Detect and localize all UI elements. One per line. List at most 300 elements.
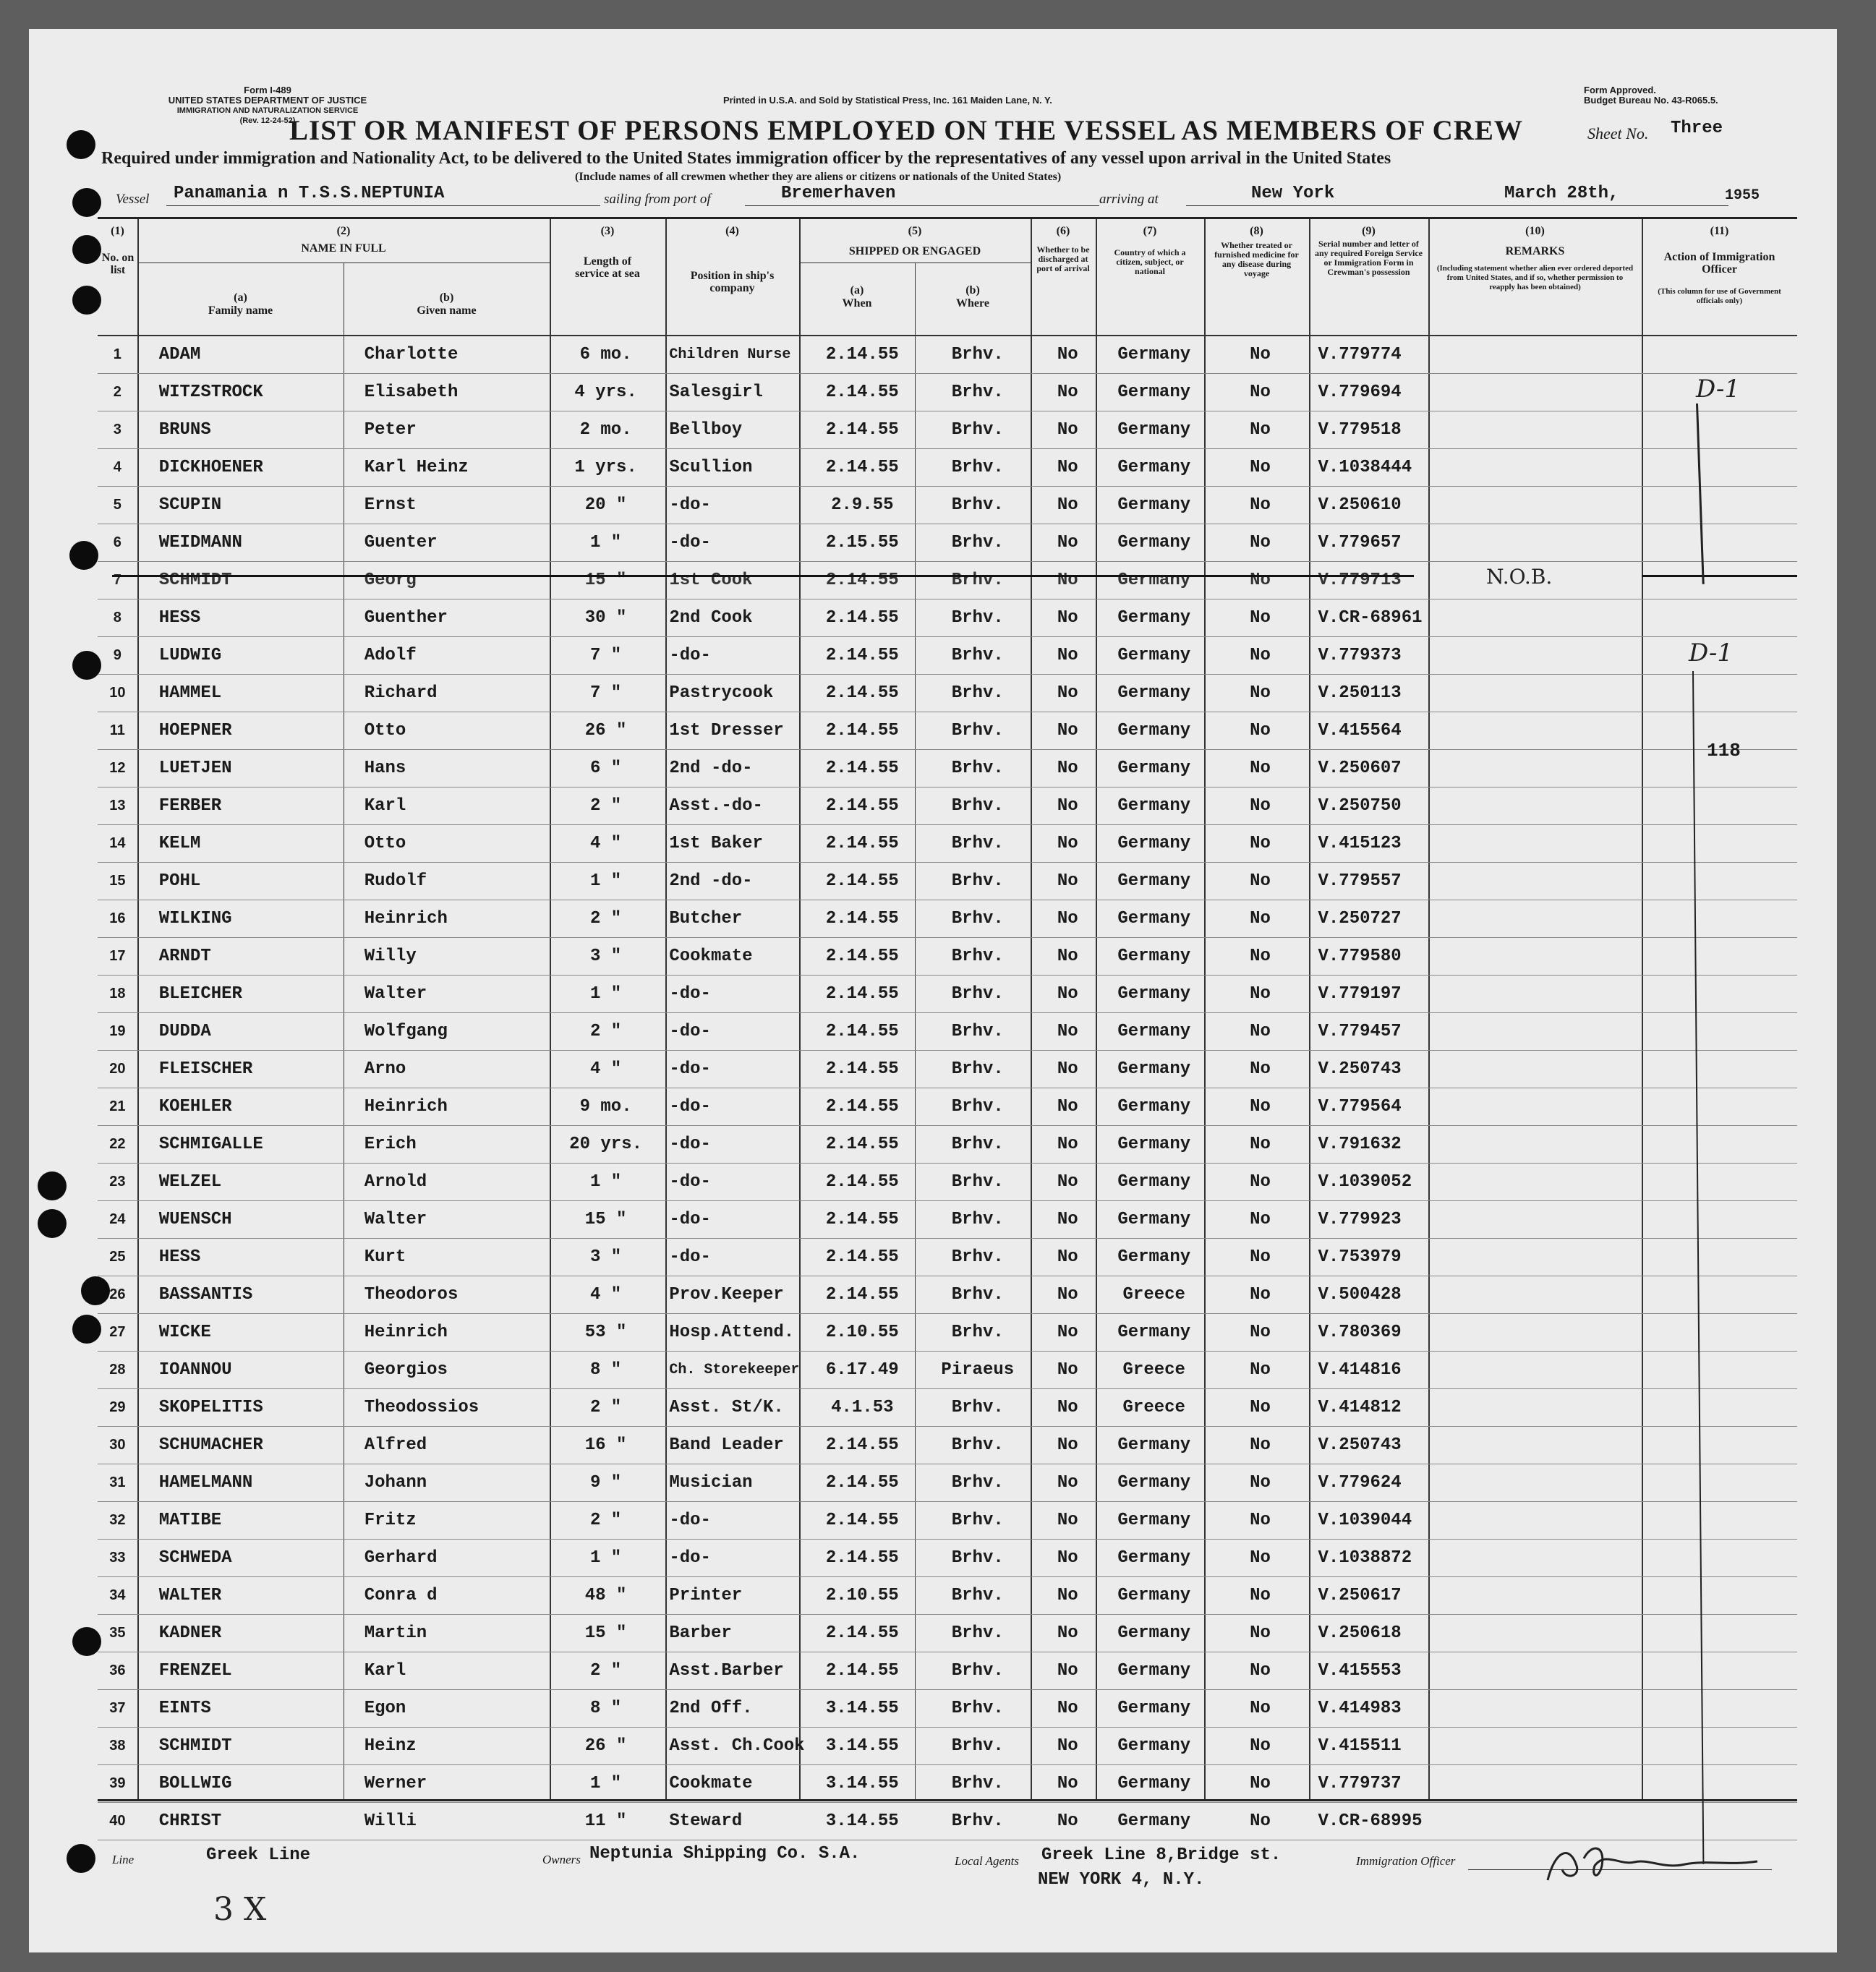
row-number-cell: 11 xyxy=(98,712,137,750)
length-of-service-cell: 53 " xyxy=(548,1314,663,1352)
shipped-where-cell: Brhv. xyxy=(920,787,1035,825)
crew-row xyxy=(98,1652,1797,1690)
shipped-where-cell: Brhv. xyxy=(920,1389,1035,1427)
shipped-where-cell: Brhv. xyxy=(920,599,1035,637)
discharged-cell: No xyxy=(1036,1427,1100,1464)
shipped-where-cell: Brhv. xyxy=(920,1239,1035,1276)
manifest-sheet xyxy=(29,29,1837,1952)
crew-row xyxy=(98,675,1797,712)
given-name-cell: Johann xyxy=(343,1464,548,1502)
action-cell xyxy=(1643,1013,1797,1051)
serial-number-cell: V.780369 xyxy=(1312,1314,1431,1352)
remarks-cell xyxy=(1431,863,1642,900)
length-of-service-cell: 7 " xyxy=(548,637,663,675)
country-cell: Germany xyxy=(1100,1239,1208,1276)
length-of-service-cell: 8 " xyxy=(548,1690,663,1728)
action-cell xyxy=(1643,336,1797,374)
action-cell xyxy=(1643,675,1797,712)
action-cell xyxy=(1643,1314,1797,1352)
discharged-cell: No xyxy=(1036,1201,1100,1239)
action-cell xyxy=(1643,1051,1797,1088)
family-name-cell: SCHMIDT xyxy=(137,562,343,599)
length-of-service-cell: 4 " xyxy=(548,1051,663,1088)
remarks-cell xyxy=(1431,1502,1642,1540)
discharged-cell: No xyxy=(1036,599,1100,637)
country-cell: Germany xyxy=(1100,562,1208,599)
country-cell: Germany xyxy=(1100,524,1208,562)
given-name-cell: Walter xyxy=(343,1201,548,1239)
shipped-where-cell: Brhv. xyxy=(920,1276,1035,1314)
given-name-cell: Ernst xyxy=(343,487,548,524)
discharged-cell: No xyxy=(1036,712,1100,750)
given-name-cell: Arno xyxy=(343,1051,548,1088)
crew-row xyxy=(98,1276,1797,1314)
service-name: IMMIGRATION AND NATURALIZATION SERVICE xyxy=(176,106,359,115)
crew-row xyxy=(98,1577,1797,1615)
given-name-cell: Peter xyxy=(343,411,548,449)
shipped-when-cell: 2.14.55 xyxy=(805,1126,920,1164)
given-name-cell: Heinrich xyxy=(343,1314,548,1352)
given-name-cell: Fritz xyxy=(343,1502,548,1540)
family-name-cell: HAMMEL xyxy=(137,675,343,712)
treated-cell: No xyxy=(1208,675,1313,712)
serial-number-cell: V.250610 xyxy=(1312,487,1431,524)
treated-cell: No xyxy=(1208,1803,1313,1840)
family-name-cell: DICKHOENER xyxy=(137,449,343,487)
country-cell: Germany xyxy=(1100,637,1208,675)
action-cell xyxy=(1643,1577,1797,1615)
shipped-where-cell: Brhv. xyxy=(920,825,1035,863)
action-cell xyxy=(1643,411,1797,449)
length-of-service-cell: 2 " xyxy=(548,1652,663,1690)
shipped-when-cell: 2.14.55 xyxy=(805,1652,920,1690)
position-cell: Hosp.Attend. xyxy=(663,1314,804,1352)
shipped-when-cell: 2.10.55 xyxy=(805,1577,920,1615)
shipped-where-cell: Brhv. xyxy=(920,750,1035,787)
crew-row xyxy=(98,1389,1797,1427)
action-cell xyxy=(1643,1615,1797,1652)
given-name-cell: Karl Heinz xyxy=(343,449,548,487)
crew-row xyxy=(98,750,1797,787)
position-cell: -do- xyxy=(663,1502,804,1540)
sailing-from-label: sailing from port of xyxy=(604,192,711,207)
country-cell: Germany xyxy=(1100,1502,1208,1540)
serial-number-cell: V.414812 xyxy=(1312,1389,1431,1427)
family-name-cell: LUDWIG xyxy=(137,637,343,675)
row-number-cell: 27 xyxy=(98,1314,137,1352)
shipped-where-cell: Brhv. xyxy=(920,1803,1035,1840)
shipped-where-cell: Brhv. xyxy=(920,336,1035,374)
treated-cell: No xyxy=(1208,1239,1313,1276)
given-name-cell: Otto xyxy=(343,712,548,750)
country-cell: Greece xyxy=(1100,1276,1208,1314)
row-number-cell: 18 xyxy=(98,976,137,1013)
length-of-service-cell: 2 " xyxy=(548,900,663,938)
treated-cell: No xyxy=(1208,411,1313,449)
shipped-where-cell: Brhv. xyxy=(920,411,1035,449)
serial-number-cell: V.779694 xyxy=(1312,374,1431,411)
shipped-when-cell: 2.14.55 xyxy=(805,449,920,487)
owners-label: Owners xyxy=(542,1853,581,1866)
discharged-cell: No xyxy=(1036,1765,1100,1803)
family-name-cell: HESS xyxy=(137,599,343,637)
remarks-cell xyxy=(1431,1088,1642,1126)
position-cell: 2nd -do- xyxy=(663,750,804,787)
position-cell: Musician xyxy=(663,1464,804,1502)
row-number-cell: 38 xyxy=(98,1728,137,1765)
remarks-cell xyxy=(1431,1615,1642,1652)
col-header-no-on-list: No. on list xyxy=(101,252,135,276)
country-cell: Germany xyxy=(1100,1201,1208,1239)
action-cell xyxy=(1643,524,1797,562)
length-of-service-cell: 15 " xyxy=(548,1615,663,1652)
length-of-service-cell: 2 " xyxy=(548,1389,663,1427)
shipped-where-cell: Brhv. xyxy=(920,712,1035,750)
shipped-where-cell: Brhv. xyxy=(920,1652,1035,1690)
action-number-118: 118 xyxy=(1707,740,1741,761)
row-number-cell: 21 xyxy=(98,1088,137,1126)
discharged-cell: No xyxy=(1036,487,1100,524)
length-of-service-cell: 4 yrs. xyxy=(548,374,663,411)
given-name-cell: Conra d xyxy=(343,1577,548,1615)
crew-row xyxy=(98,637,1797,675)
punch-hole xyxy=(72,188,101,217)
length-of-service-cell: 1 " xyxy=(548,1765,663,1803)
vessel-label: Vessel xyxy=(116,192,150,207)
remarks-cell xyxy=(1431,750,1642,787)
crew-row xyxy=(98,411,1797,449)
length-of-service-cell: 1 " xyxy=(548,524,663,562)
country-cell: Germany xyxy=(1100,825,1208,863)
remarks-cell xyxy=(1431,374,1642,411)
action-cell xyxy=(1643,1765,1797,1803)
action-cell xyxy=(1643,1164,1797,1201)
treated-cell: No xyxy=(1208,1540,1313,1577)
country-cell: Germany xyxy=(1100,712,1208,750)
col-header-discharge-num: (6) xyxy=(1056,225,1070,237)
shipped-where-cell: Brhv. xyxy=(920,524,1035,562)
immigration-officer-label: Immigration Officer xyxy=(1356,1854,1456,1868)
position-cell: Ch. Storekeeper xyxy=(663,1352,804,1389)
form-approved: Form Approved. xyxy=(1584,85,1656,95)
serial-number-cell: V.779518 xyxy=(1312,411,1431,449)
remarks-cell xyxy=(1431,1239,1642,1276)
position-cell: Band Leader xyxy=(663,1427,804,1464)
treated-cell: No xyxy=(1208,1615,1313,1652)
discharged-cell: No xyxy=(1036,938,1100,976)
arriving-at-port: New York xyxy=(1251,184,1335,203)
treated-cell: No xyxy=(1208,1314,1313,1352)
col-header-family-letter: (a) xyxy=(234,291,247,304)
serial-number-cell: V.CR-68961 xyxy=(1312,599,1431,637)
crew-row xyxy=(98,524,1797,562)
position-cell: 2nd Off. xyxy=(663,1690,804,1728)
position-cell: Printer xyxy=(663,1577,804,1615)
length-of-service-cell: 4 " xyxy=(548,1276,663,1314)
col-header-action: Action of Immigration Officer xyxy=(1663,251,1775,276)
row-number-cell: 24 xyxy=(98,1201,137,1239)
action-cell xyxy=(1643,1352,1797,1389)
action-d1-top: D-1 xyxy=(1696,375,1741,404)
action-cell xyxy=(1643,787,1797,825)
family-name-cell: LUETJEN xyxy=(137,750,343,787)
shipped-when-cell: 2.14.55 xyxy=(805,411,920,449)
given-name-cell: Adolf xyxy=(343,637,548,675)
shipped-when-cell: 2.14.55 xyxy=(805,1464,920,1502)
punch-hole xyxy=(72,286,101,315)
action-cell xyxy=(1643,1239,1797,1276)
shipped-when-cell: 2.14.55 xyxy=(805,1540,920,1577)
shipped-when-cell: 2.14.55 xyxy=(805,374,920,411)
serial-number-cell: V.500428 xyxy=(1312,1276,1431,1314)
crew-row xyxy=(98,1088,1797,1126)
position-cell: 1st Baker xyxy=(663,825,804,863)
shipped-where-cell: Brhv. xyxy=(920,900,1035,938)
family-name-cell: POHL xyxy=(137,863,343,900)
shipped-when-cell: 2.14.55 xyxy=(805,1239,920,1276)
shipped-when-cell: 3.14.55 xyxy=(805,1690,920,1728)
position-cell: Asst.-do- xyxy=(663,787,804,825)
action-cell xyxy=(1643,900,1797,938)
shipped-when-cell: 2.14.55 xyxy=(805,562,920,599)
family-name-cell: SCHWEDA xyxy=(137,1540,343,1577)
length-of-service-cell: 9 mo. xyxy=(548,1088,663,1126)
serial-number-cell: V.779564 xyxy=(1312,1088,1431,1126)
given-name-cell: Willy xyxy=(343,938,548,976)
discharged-cell: No xyxy=(1036,1164,1100,1201)
sailing-from-port: Bremerhaven xyxy=(781,184,896,203)
country-cell: Germany xyxy=(1100,1652,1208,1690)
treated-cell: No xyxy=(1208,1126,1313,1164)
remarks-cell xyxy=(1431,1690,1642,1728)
shipped-where-cell: Brhv. xyxy=(920,374,1035,411)
shipped-when-cell: 2.14.55 xyxy=(805,1164,920,1201)
discharged-cell: No xyxy=(1036,411,1100,449)
shipped-when-cell: 2.14.55 xyxy=(805,1051,920,1088)
country-cell: Germany xyxy=(1100,411,1208,449)
shipped-when-cell: 2.14.55 xyxy=(805,336,920,374)
row-number-cell: 6 xyxy=(98,524,137,562)
given-name-cell: Arnold xyxy=(343,1164,548,1201)
remarks-cell xyxy=(1431,1276,1642,1314)
discharged-cell: No xyxy=(1036,562,1100,599)
remarks-cell xyxy=(1431,712,1642,750)
given-name-cell: Werner xyxy=(343,1765,548,1803)
length-of-service-cell: 2 mo. xyxy=(548,411,663,449)
row-number-cell: 31 xyxy=(98,1464,137,1502)
shipped-where-cell: Brhv. xyxy=(920,449,1035,487)
length-of-service-cell: 20 yrs. xyxy=(548,1126,663,1164)
given-name-cell: Heinrich xyxy=(343,1088,548,1126)
discharged-cell: No xyxy=(1036,976,1100,1013)
discharged-cell: No xyxy=(1036,675,1100,712)
position-cell: 1st Cook xyxy=(663,562,804,599)
remarks-cell xyxy=(1431,900,1642,938)
shipped-when-cell: 2.14.55 xyxy=(805,750,920,787)
position-cell: Cookmate xyxy=(663,1765,804,1803)
position-cell: -do- xyxy=(663,1239,804,1276)
treated-cell: No xyxy=(1208,1577,1313,1615)
shipped-where-cell: Brhv. xyxy=(920,1577,1035,1615)
crew-row xyxy=(98,1615,1797,1652)
crew-row xyxy=(98,712,1797,750)
treated-cell: No xyxy=(1208,374,1313,411)
family-name-cell: BOLLWIG xyxy=(137,1765,343,1803)
length-of-service-cell: 1 " xyxy=(548,863,663,900)
action-cell xyxy=(1643,976,1797,1013)
position-cell: -do- xyxy=(663,1540,804,1577)
country-cell: Germany xyxy=(1100,599,1208,637)
manifest-table xyxy=(98,217,1797,1831)
col-header-treated: Whether treated or furnished medicine for any disease during voyage xyxy=(1214,240,1299,278)
action-cell xyxy=(1643,863,1797,900)
vessel-name: Panamania n T.S.S.NEPTUNIA xyxy=(174,184,445,203)
family-name-cell: FLEISCHER xyxy=(137,1051,343,1088)
row-number-cell: 3 xyxy=(98,411,137,449)
family-name-cell: KELM xyxy=(137,825,343,863)
given-name-cell: Otto xyxy=(343,825,548,863)
crew-row xyxy=(98,938,1797,976)
family-name-cell: SCHMIDT xyxy=(137,1728,343,1765)
row-number-cell: 15 xyxy=(98,863,137,900)
punch-hole xyxy=(72,651,101,680)
action-cell xyxy=(1643,1276,1797,1314)
position-cell: Salesgirl xyxy=(663,374,804,411)
shipped-when-cell: 2.14.55 xyxy=(805,1502,920,1540)
family-name-cell: SCHUMACHER xyxy=(137,1427,343,1464)
crew-row xyxy=(98,1126,1797,1164)
country-cell: Germany xyxy=(1100,750,1208,787)
col-header-given-name: Given name xyxy=(417,304,477,317)
row-number-cell: 1 xyxy=(98,336,137,374)
action-cell xyxy=(1643,562,1797,599)
length-of-service-cell: 1 yrs. xyxy=(548,449,663,487)
country-cell: Germany xyxy=(1100,336,1208,374)
serial-number-cell: V.250743 xyxy=(1312,1051,1431,1088)
given-name-cell: Guenter xyxy=(343,524,548,562)
discharged-cell: No xyxy=(1036,787,1100,825)
position-cell: Pastrycook xyxy=(663,675,804,712)
row-number-cell: 28 xyxy=(98,1352,137,1389)
page-title: LIST OR MANIFEST OF PERSONS EMPLOYED ON THE VESSEL AS MEMBERS OF CREW xyxy=(289,115,1523,146)
length-of-service-cell: 4 " xyxy=(548,825,663,863)
row-number-cell: 37 xyxy=(98,1690,137,1728)
crew-row xyxy=(98,1540,1797,1577)
serial-number-cell: V.779713 xyxy=(1312,562,1431,599)
position-cell: Asst.Barber xyxy=(663,1652,804,1690)
shipped-when-cell: 2.10.55 xyxy=(805,1314,920,1352)
col-header-shipped-num: (5) xyxy=(908,225,922,237)
crew-row xyxy=(98,900,1797,938)
shipped-where-cell: Brhv. xyxy=(920,1502,1035,1540)
family-name-cell: HESS xyxy=(137,1239,343,1276)
crew-row xyxy=(98,487,1797,524)
country-cell: Germany xyxy=(1100,1765,1208,1803)
given-name-cell: Erich xyxy=(343,1126,548,1164)
given-name-cell: Walter xyxy=(343,976,548,1013)
remarks-cell xyxy=(1431,1803,1642,1840)
col-header-remarks: REMARKS xyxy=(1505,245,1565,257)
family-name-cell: SCHMIGALLE xyxy=(137,1126,343,1164)
family-name-cell: KOEHLER xyxy=(137,1088,343,1126)
discharged-cell: No xyxy=(1036,524,1100,562)
position-cell: 2nd Cook xyxy=(663,599,804,637)
shipped-when-cell: 2.14.55 xyxy=(805,787,920,825)
shipped-when-cell: 2.14.55 xyxy=(805,900,920,938)
discharged-cell: No xyxy=(1036,1126,1100,1164)
treated-cell: No xyxy=(1208,1013,1313,1051)
treated-cell: No xyxy=(1208,1164,1313,1201)
col-header-action-num: (11) xyxy=(1710,225,1729,237)
remarks-cell xyxy=(1431,787,1642,825)
length-of-service-cell: 6 " xyxy=(548,750,663,787)
remarks-cell xyxy=(1431,1540,1642,1577)
crew-row xyxy=(98,1314,1797,1352)
local-agents-label: Local Agents xyxy=(955,1854,1019,1868)
serial-number-cell: V.250750 xyxy=(1312,787,1431,825)
col-header-treated-num: (8) xyxy=(1250,225,1263,237)
country-cell: Germany xyxy=(1100,1540,1208,1577)
row-number-cell: 20 xyxy=(98,1051,137,1088)
given-name-cell: Heinz xyxy=(343,1728,548,1765)
treated-cell: No xyxy=(1208,825,1313,863)
remarks-cell xyxy=(1431,1201,1642,1239)
treated-cell: No xyxy=(1208,1051,1313,1088)
shipped-when-cell: 2.14.55 xyxy=(805,1615,920,1652)
local-agents-line-2: NEW YORK 4, N.Y. xyxy=(1038,1870,1205,1890)
action-cell xyxy=(1643,1803,1797,1840)
treated-cell: No xyxy=(1208,1088,1313,1126)
serial-number-cell: V.250727 xyxy=(1312,900,1431,938)
shipped-when-cell: 2.15.55 xyxy=(805,524,920,562)
length-of-service-cell: 26 " xyxy=(548,712,663,750)
length-of-service-cell: 48 " xyxy=(548,1577,663,1615)
row-number-cell: 34 xyxy=(98,1577,137,1615)
family-name-cell: BASSANTIS xyxy=(137,1276,343,1314)
action-cell xyxy=(1643,1088,1797,1126)
crew-row xyxy=(98,787,1797,825)
length-of-service-cell: 1 " xyxy=(548,1540,663,1577)
shipped-when-cell: 3.14.55 xyxy=(805,1765,920,1803)
discharged-cell: No xyxy=(1036,1540,1100,1577)
length-of-service-cell: 3 " xyxy=(548,1239,663,1276)
shipped-where-cell: Brhv. xyxy=(920,1765,1035,1803)
col-header-country-num: (7) xyxy=(1143,225,1157,237)
col-header-remarks-num: (10) xyxy=(1525,225,1545,237)
serial-number-cell: V.250743 xyxy=(1312,1427,1431,1464)
country-cell: Germany xyxy=(1100,487,1208,524)
country-cell: Germany xyxy=(1100,1126,1208,1164)
shipped-where-cell: Brhv. xyxy=(920,1615,1035,1652)
col-header-service-num: (3) xyxy=(600,225,615,237)
country-cell: Germany xyxy=(1100,374,1208,411)
punch-hole xyxy=(72,1627,101,1656)
given-name-cell: Wolfgang xyxy=(343,1013,548,1051)
serial-number-cell: V.CR-68995 xyxy=(1312,1803,1431,1840)
family-name-cell: IOANNOU xyxy=(137,1352,343,1389)
discharged-cell: No xyxy=(1036,1389,1100,1427)
discharged-cell: No xyxy=(1036,863,1100,900)
given-name-cell: Heinrich xyxy=(343,900,548,938)
col-header-when: When xyxy=(842,297,872,310)
country-cell: Germany xyxy=(1100,1088,1208,1126)
treated-cell: No xyxy=(1208,1389,1313,1427)
family-name-cell: WITZSTROCK xyxy=(137,374,343,411)
bottom-mark: 3 X xyxy=(213,1891,267,1928)
position-cell: 2nd -do- xyxy=(663,863,804,900)
col-header-discharged: Whether to be discharged at port of arrival xyxy=(1036,244,1090,273)
position-cell: -do- xyxy=(663,524,804,562)
